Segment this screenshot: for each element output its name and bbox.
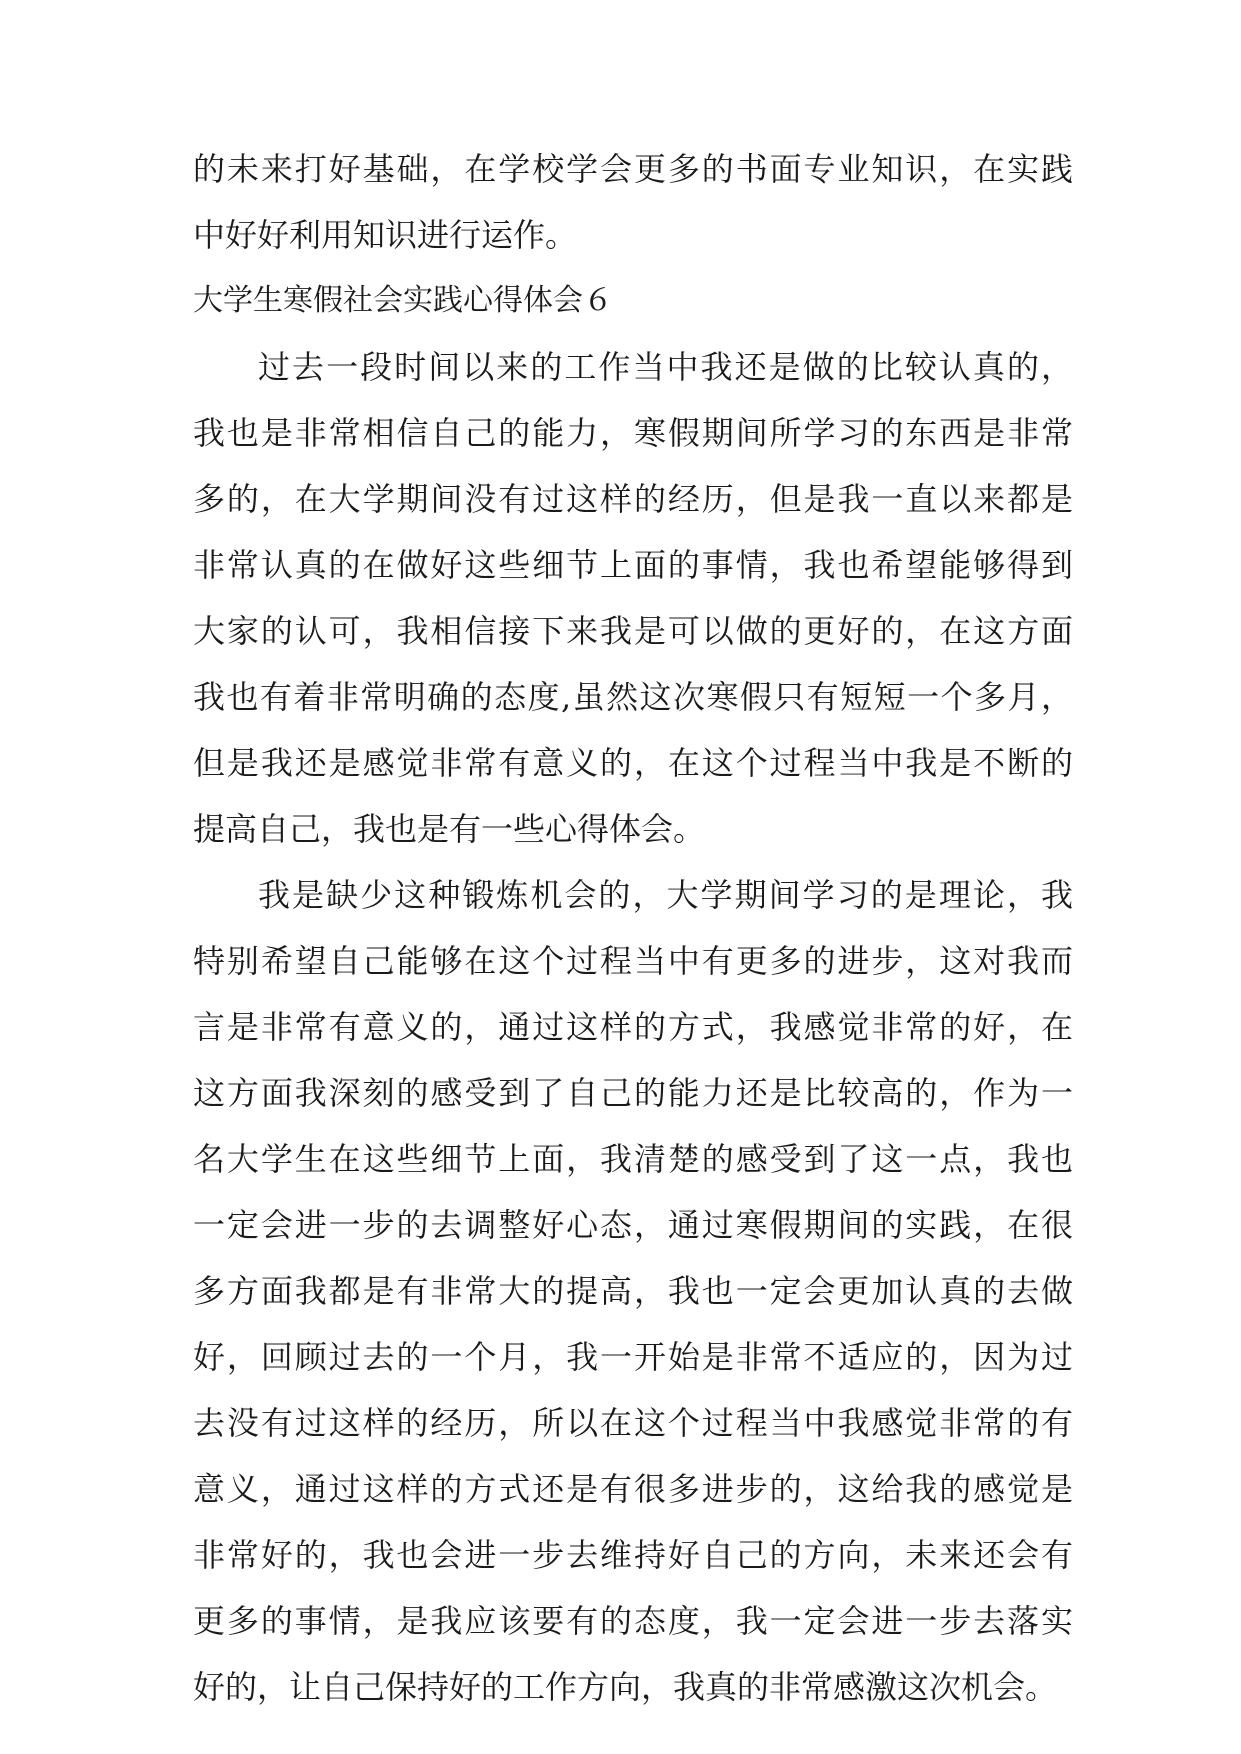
paragraph1-line-2: 我也是非常相信自己的能力，寒假期间所学习的东西是非常 (193, 414, 1073, 452)
paragraph1-line-4: 非常认真的在做好这些细节上面的事情，我也希望能够得到 (193, 546, 1073, 584)
paragraph2-line-10: 意义，通过这样的方式还是有很多进步的，这给我的感觉是 (193, 1470, 1073, 1508)
paragraph2-line-13: 好的，让自己保持好的工作方向，我真的非常感激这次机会。 (193, 1668, 1058, 1706)
paragraph2-line-9: 去没有过这样的经历，所以在这个过程当中我感觉非常的有 (193, 1404, 1073, 1442)
paragraph1-line-7: 但是我还是感觉非常有意义的，在这个过程当中我是不断的 (193, 744, 1073, 782)
paragraph2-line-12: 更多的事情，是我应该要有的态度，我一定会进一步去落实 (193, 1602, 1073, 1640)
section-title: 大学生寒假社会实践心得体会６ (193, 283, 613, 318)
paragraph2-line-6: 一定会进一步的去调整好心态，通过寒假期间的实践，在很 (193, 1206, 1073, 1244)
paragraph2-line-3: 言是非常有意义的，通过这样的方式，我感觉非常的好，在 (193, 1008, 1073, 1046)
paragraph2-line-5: 名大学生在这些细节上面，我清楚的感受到了这一点，我也 (193, 1140, 1073, 1178)
intro-line-1: 的未来打好基础，在学校学会更多的书面专业知识，在实践 (193, 150, 1073, 188)
intro-line-2: 中好好利用知识进行运作。 (193, 216, 578, 254)
paragraph2-line-7: 多方面我都是有非常大的提高，我也一定会更加认真的去做 (193, 1272, 1073, 1310)
paragraph1-line-3: 多的，在大学期间没有过这样的经历，但是我一直以来都是 (193, 480, 1073, 518)
paragraph1-line-5: 大家的认可，我相信接下来我是可以做的更好的，在这方面 (193, 612, 1073, 650)
paragraph1-line-6: 我也有着非常明确的态度,虽然这次寒假只有短短一个多月， (193, 678, 1073, 716)
paragraph2-line-11: 非常好的，我也会进一步去维持好自己的方向，未来还会有 (193, 1536, 1073, 1574)
paragraph1-line-8: 提高自己，我也是有一些心得体会。 (193, 810, 706, 848)
paragraph1-line-1: 过去一段时间以来的工作当中我还是做的比较认真的， (258, 348, 1073, 386)
paragraph2-line-2: 特别希望自己能够在这个过程当中有更多的进步，这对我而 (193, 942, 1073, 980)
paragraph2-line-8: 好，回顾过去的一个月，我一开始是非常不适应的，因为过 (193, 1338, 1073, 1376)
paragraph2-line-1: 我是缺少这种锻炼机会的，大学期间学习的是理论，我 (258, 876, 1073, 914)
paragraph2-line-4: 这方面我深刻的感受到了自己的能力还是比较高的，作为一 (193, 1074, 1073, 1112)
